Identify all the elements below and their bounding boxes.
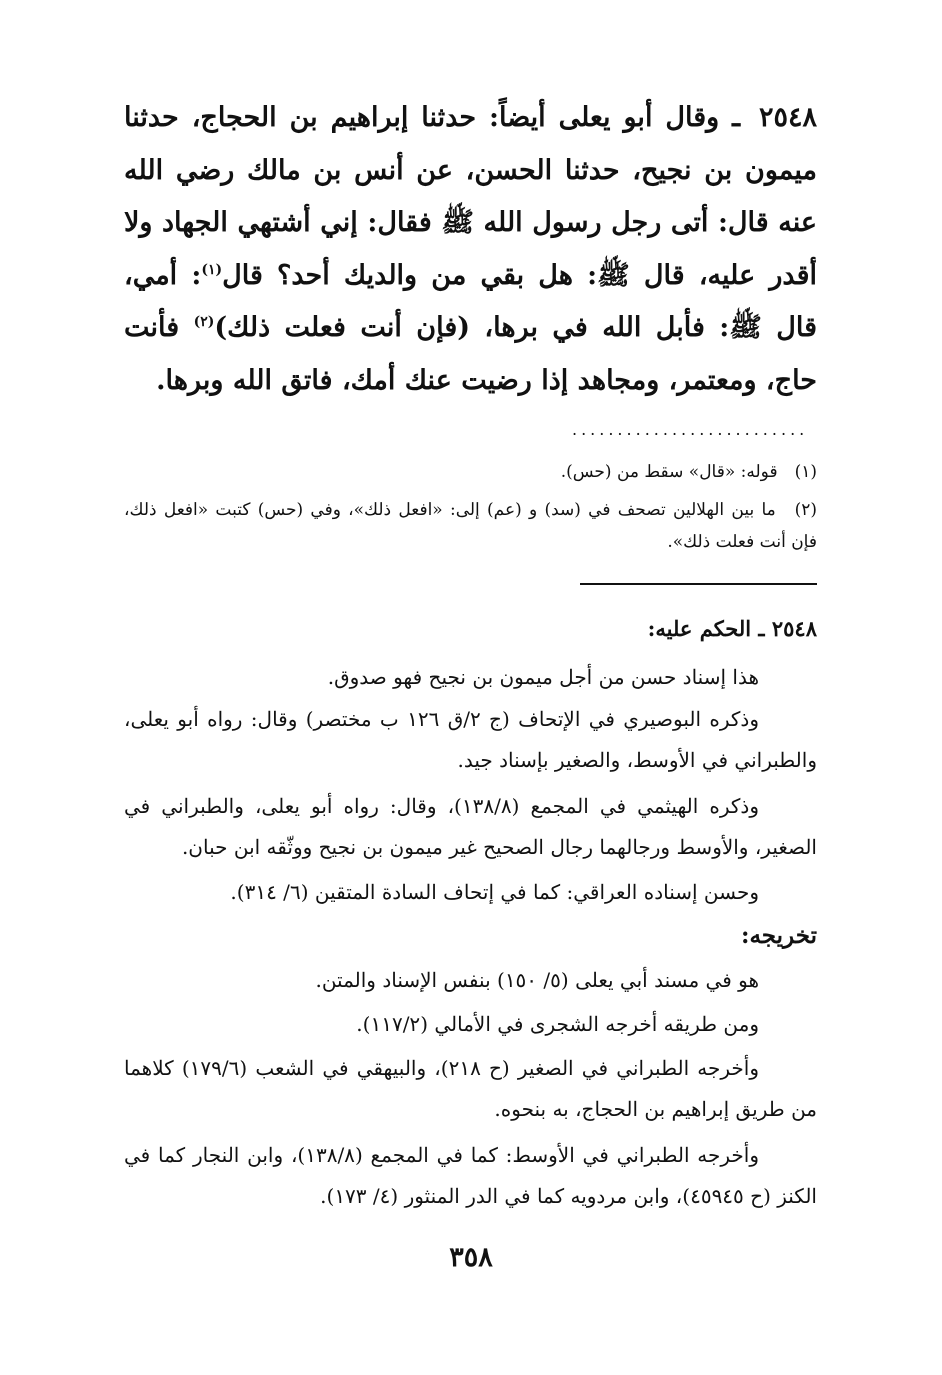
hadith-line: ميمون بن نجيح، حدثنا الحسن، عن أنس بن مالك رضي الله عنه قال: <box>124 154 817 238</box>
page-number: ٣٥٨ <box>449 1242 493 1273</box>
ruling-paragraph: وذكره البوصيري في الإتحاف (ج ٢/ق ١٢٦ ب مختصر) وقال: رواه أبو يعلى، والطبراني في الأوسط، والصغير بإسناد جيد. <box>124 707 817 772</box>
hadith-number: ٢٥٤٨ <box>758 102 817 133</box>
footnote-separator: .......................... <box>572 420 809 439</box>
ruling-paragraph: وذكره الهيثمي في المجمع (١٣٨/٨)، وقال: رواه أبو يعلى، والطبراني في الصغير، والأوسط ورجالهما رجال الصحيح غير ميمون بن نجيح ووثّقه ابن حبان. <box>124 794 817 859</box>
section-divider <box>580 583 817 585</box>
takhrij-paragraph: ومن طريقه أخرجه الشجرى في الأمالي (١١٧/٢). <box>356 1012 759 1036</box>
hadith-line: عنك أمك، فاتق الله وبرها. <box>156 364 452 396</box>
hadith-line: برها، (فإن أنت فعلت ذلك) <box>214 312 538 343</box>
takhrij-paragraph: هو في مسند أبي يعلى (٥/ ١٥٠) بنفس الإسناد والمتن. <box>315 968 759 992</box>
footnote-text: قوله: «قال» سقط من (حس). <box>560 462 778 482</box>
footnote-number: (٢) <box>794 500 818 520</box>
takhrij-heading: تخريجه: <box>740 922 817 949</box>
footnote-marker: (٢) <box>193 314 215 330</box>
ruling-paragraph: هذا إسناد حسن من أجل ميمون بن نجيح فهو صدوق. <box>327 665 759 689</box>
footnote-marker: (١) <box>201 261 223 278</box>
hadith-line: ـ وقال أبو يعلى أيضاً: حدثنا إبراهيم بن الحجاج، حدثنا <box>124 102 741 133</box>
ruling-paragraph: وحسن إسناده العراقي: كما في إتحاف السادة المتقين (٦/ ٣١٤). <box>230 880 759 904</box>
footnote-2 <box>124 494 817 558</box>
hadith-line: قال ﷺ: هل بقي من والديك أحد؟ قال <box>222 259 685 291</box>
footnote-number: (١) <box>794 462 817 482</box>
footnote-1 <box>124 456 817 488</box>
takhrij-paragraph: وأخرجه الطبراني في الأوسط: كما في المجمع (١٣٨/٨)، وابن النجار كما في الكنز (ح ٤٥٩٤٥)، وابن مردويه كما في الدر المنثور (٤/ ١٧٣). <box>124 1143 817 1208</box>
hadith-line: : أمي، قال ﷺ: فأبل الله في <box>124 259 818 343</box>
hadith-line: فأنت حاج، ومعتمر، ومجاهد إذا رضيت <box>124 312 817 396</box>
takhrij-paragraph: وأخرجه الطبراني في الصغير (ح ٢١٨)، والبيهقي في الشعب (١٧٩/٦) كلاهما من طريق إبراهيم بن الحجاج، به بنحوه. <box>124 1056 817 1121</box>
hadith-text <box>124 92 817 407</box>
footnote-text: ما بين الهلالين تصحف في (سد) و (عم) إلى: «افعل ذلك»، وفي (حس) كتبت «افعل ذلك، فإن أنت فعلت ذلك». <box>124 500 817 552</box>
hadith-line: أتى رجل رسول الله ﷺ فقال: إني أشتهي الجهاد ولا أقدر عليه، <box>124 207 818 291</box>
ruling-heading: ٢٥٤٨ ـ الحكم عليه: <box>647 616 817 641</box>
